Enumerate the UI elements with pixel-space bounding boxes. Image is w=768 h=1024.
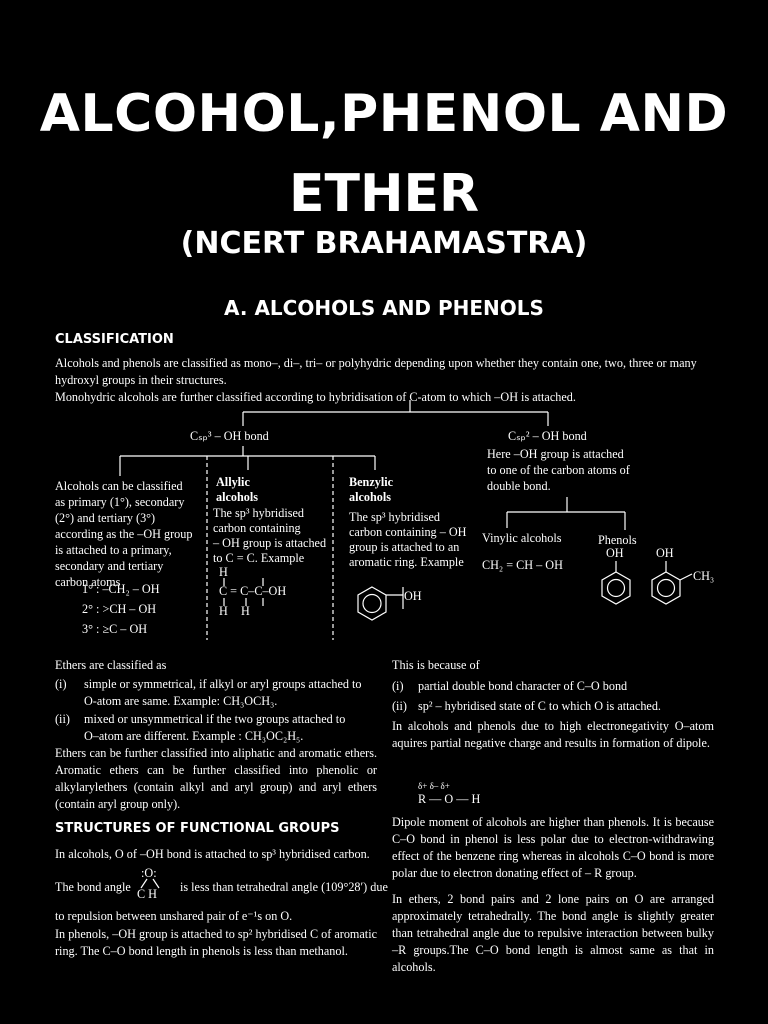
classified-4: according as the –OH group [55,527,193,541]
classified-6: secondary and tertiary [55,559,164,573]
vinylic-label: Vinylic alcohols [482,531,562,545]
allylic-desc-2: carbon containing [213,521,301,535]
classification-heading: CLASSIFICATION [55,332,174,347]
phenol-oh: OH [606,546,624,560]
ether-item-i: simple or symmetrical, if alkyl or aryl groups attached to [84,677,362,691]
bond-angle-o: :O: [141,866,157,880]
page-title-line2: ETHER [288,164,480,224]
benzylic-desc-3: group is attached to an [349,540,460,554]
reason-i: partial double bond character of C–O bond [418,679,628,693]
classified-2: as primary (1°), secondary [55,495,185,509]
ether-item-ii-cont: O–atom are different. Example : CH₃OC₂H₅. [84,729,304,743]
reason-i-number: (i) [392,679,404,693]
sp3-bond-label: Cₛₚ³ – OH bond [190,429,269,443]
intro-line3: Monohydric alcohols are further classified according to hybridisation of C-atom to which –OH is attached. [55,390,576,404]
ethers-intro: Ethers are classified as [55,658,167,672]
structures-line: In alcohols, O of –OH bond is attached to sp³ hybridised carbon. [55,847,370,861]
dipole-charges: δ+ δ– δ+ [418,781,450,791]
benzylic-title-1: Benzylic [349,475,394,489]
bond-angle-text-a: The bond angle [55,880,131,894]
allylic-h-bottom-2: H [241,604,250,618]
benzylic-desc-2: carbon containing – OH [349,525,467,539]
benzylic-desc-4: aromatic ring. Example [349,555,464,569]
ether-item-i-number: (i) [55,677,67,691]
classified-5: is attached to a primary, [55,543,172,557]
intro-line2: hydroxyl groups in their structures. [55,373,227,387]
allylic-formula: C = C–C–OH [219,584,287,598]
because-line: This is because of [392,658,480,672]
classified-7: carbon atoms [55,575,121,589]
structures-heading: STRUCTURES OF FUNCTIONAL GROUPS [55,821,340,836]
benzylic-desc-1: The sp³ hybridised [349,510,440,524]
classified-3: (2°) and tertiary (3°) [55,511,156,525]
allylic-desc-4: to C = C. Example [213,551,305,565]
sp2-desc-3: double bond. [487,479,551,493]
electronegativity-paragraph: In alcohols and phenols due to high electronegativity O–atom aquires partial negative charge and results in formation of dipole. [392,719,714,750]
sp2-bond-label: Cₛₚ² – OH bond [508,429,587,443]
allylic-h-bottom-1: H [219,604,228,618]
cresol-oh: OH [656,546,674,560]
benzylic-oh: OH [404,589,422,603]
ether-item-ii: mixed or unsymmetrical if the two groups attached to [84,712,346,726]
cresol-ch3: CH₃ [693,569,715,583]
page-title-line1: ALCOHOL,PHENOL AND [39,84,729,144]
reason-ii-number: (ii) [392,699,407,713]
bond-angle-text-b: is less than tetrahedral angle (109°28′) due [180,880,388,894]
phenol-paragraph: In phenols, –OH group is attached to sp² hybridised C of aromatic ring. The C–O bond length in phenols is less than methanol. [55,927,377,958]
ethers-paragraph: Ethers can be further classified into aliphatic and aromatic ethers. Aromatic ethers can be further classified into phenolic or alkylarylethers (contain alkyl and aryl group) and aryl ethers (contain aryl group only). [55,746,377,811]
ether-item-i-cont: O-atom are same. Example: CH₃OCH₃. [84,694,278,708]
page-subtitle: (NCERT BRAHAMASTRA) [180,226,588,261]
bond-angle-ch: C H [137,887,157,901]
degree-2: 2° : >CH – OH [82,602,157,616]
reason-ii: sp² – hybridised state of C to which O is attached. [418,699,661,713]
vinylic-formula: CH₂ = CH – OH [482,558,563,572]
allylic-title-2: alcohols [216,490,258,504]
sp2-desc-1: Here –OH group is attached [487,447,624,461]
ether-item-ii-number: (ii) [55,712,70,726]
degree-3: 3° : ≥C – OH [82,622,148,636]
ethers-structure-paragraph: In ethers, 2 bond pairs and 2 lone pairs on O are arranged approximately tetrahedrally. The bond angle is slightly greater than tetrahedral angle due to repulsive interaction between bulky –R groups.The C–O bond length is almost same as that in alcohols. [392,892,714,974]
dipole-formula: R — O — H [418,792,481,806]
allylic-h-top: H [219,565,228,579]
sp2-desc-2: to one of the carbon atoms of [487,463,630,477]
dipole-paragraph: Dipole moment of alcohols are higher than phenols. It is because C–O bond in phenol is less polar due to electron-withdrawing effect of the benzene ring whereas in alcohols C–O bond is more polar due to electron donating effect of – R group. [392,815,714,880]
allylic-title-1: Allylic [216,475,250,489]
degree-1: 1° : –CH₂ – OH [82,582,160,596]
phenols-label: Phenols [598,533,637,547]
allylic-desc-1: The sp³ hybridised [213,506,304,520]
intro-line1: Alcohols and phenols are classified as mono–, di–, tri– or polyhydric depending upon whether they contain one, two, three or many [55,356,697,370]
allylic-desc-3: – OH group is attached [213,536,327,550]
classified-1: Alcohols can be classified [55,479,183,493]
repulsion-line: to repulsion between unshared pair of e⁻¹s on O. [55,909,293,923]
section-heading: A. ALCOHOLS AND PHENOLS [224,296,544,320]
benzylic-title-2: alcohols [349,490,391,504]
